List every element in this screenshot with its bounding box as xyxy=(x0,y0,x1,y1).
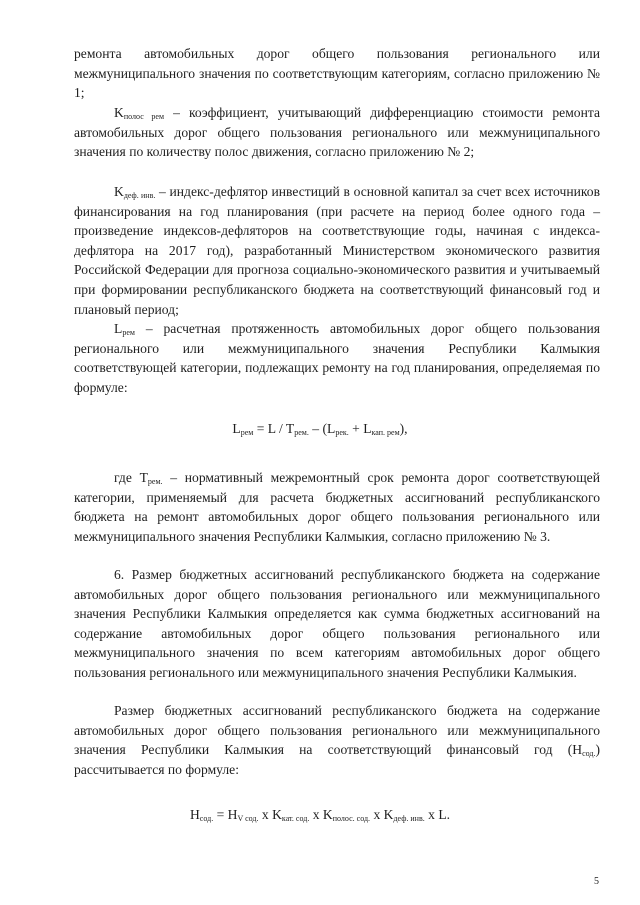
formula-maintenance-budget: $H_{сод.} = H_{V сод.}$ x $K_{кат. сод.}$ x $K_{полос. сод.}$ x $K_{деф. инв.}$ x L. xyxy=(189,807,451,823)
paragraph-repair-length: $L_{рем}$ – расчетная протяженность автомобильных дорог общего пользования регионального или межмуниципального значения Республики Калмыкия соответствующей категории, подлежащих ремонту на год планирования, определяемая по формуле: xyxy=(74,321,600,395)
paragraph-deflator-index: $K_{деф. инв.}$ – индекс-дефлятор инвестиций в основной капитал за счет всех источников финансирования на год планирования (при расчете на период более одного года – произведение индексов-дефляторов на соответствующие годы, начиная с индекса-дефлятора на 2017 год), разработанный Министерством экономического развития Российской Федерации для прогноза социально-экономического развития и учитываемый при формировании республиканского бюджета на соответствующий финансовый год и плановый период; xyxy=(74,184,600,317)
paragraph-repair-interval: где $T_{рем.}$ – нормативный межремонтный срок ремонта дорог соответствующей категории, применяемый для расчета бюджетных ассигнований республиканского бюджета на ремонт автомобильных дорог общего пользования регионального или межмуниципального значения Республики Калмыкия, согласно приложению № 3. xyxy=(74,470,600,544)
paragraph-section-6: 6. Размер бюджетных ассигнований республиканского бюджета на содержание автомобильных дорог общего пользования регионального или межмуниципального значения Республики Калмыкия определяется как сумма бюджетных ассигнований на содержание автомобильных дорог общего пользования регионального или межмуниципального значения по всем категориям автомобильных дорог общего пользования регионального или межмуниципального значения Республики Калмыкия. xyxy=(74,567,600,680)
formula-repair-length: $L_{рем} = L / T_{рем.} - (L_{рек.} + L_{кап. рем})$, xyxy=(232,421,408,437)
paragraph-repair-norm: ремонта автомобильных дорог общего пользования регионального или межмуниципального значения по соответствующим категориям, согласно приложению № 1; xyxy=(74,46,600,101)
paragraph-maintenance-budget: Размер бюджетных ассигнований республиканского бюджета на содержание автомобильных дорог общего пользования регионального или межмуниципального значения Республики Калмыкия на соответствующий финансовый год $(H_{сод.})$ рассчитывается по формуле: xyxy=(74,703,600,777)
page-number: 5 xyxy=(594,876,599,887)
paragraph-lane-coefficient: $K_{полос рем}$ – коэффициент, учитывающий дифференциацию стоимости ремонта автомобильных дорог общего пользования регионального или межмуниципального значения по количеству полос движения, согласно приложению № 2; xyxy=(74,105,601,160)
